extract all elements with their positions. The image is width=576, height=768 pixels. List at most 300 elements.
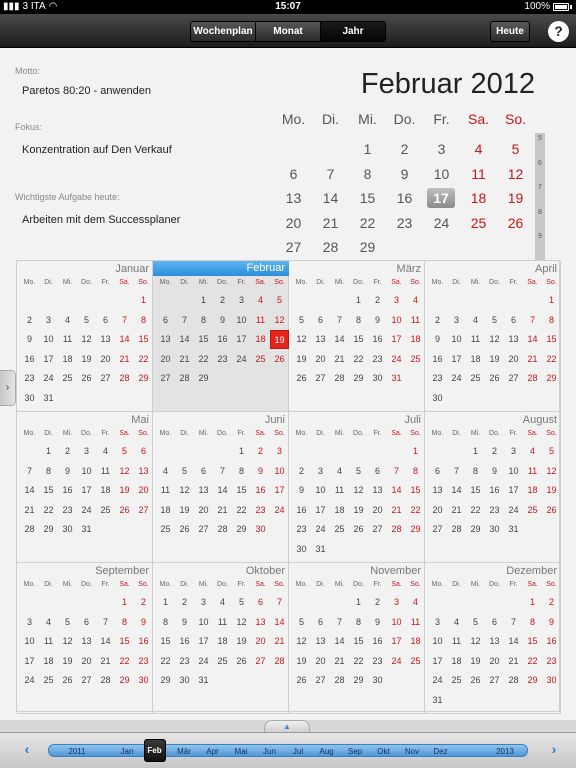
- day-cell[interactable]: 20: [160, 353, 171, 364]
- help-button[interactable]: ?: [548, 21, 569, 42]
- day-cell[interactable]: 25: [334, 524, 345, 534]
- day-cell[interactable]: 28: [274, 655, 285, 666]
- aufgabe-value[interactable]: Arbeiten mit dem Successplaner: [22, 214, 181, 226]
- day-cell[interactable]: 24: [391, 353, 402, 364]
- day-cell[interactable]: 6: [374, 465, 380, 476]
- day-cell[interactable]: 23: [372, 655, 383, 666]
- day-cell[interactable]: 25: [255, 353, 266, 364]
- day-cell[interactable]: 4: [412, 295, 418, 305]
- day-cell[interactable]: 3: [437, 141, 446, 157]
- day-cell[interactable]: 6: [317, 616, 323, 627]
- day-cell[interactable]: 20: [285, 214, 302, 231]
- day-cell[interactable]: 29: [470, 524, 481, 534]
- day-cell[interactable]: 11: [334, 485, 345, 495]
- day-cell[interactable]: 31: [508, 524, 519, 534]
- day-cell[interactable]: 20: [315, 655, 326, 666]
- day-cell[interactable]: 1: [238, 446, 244, 456]
- day-cell[interactable]: 9: [181, 616, 187, 627]
- day-cell[interactable]: 30: [24, 392, 35, 403]
- day-cell[interactable]: 15: [138, 334, 149, 344]
- day-cell[interactable]: 28: [100, 675, 111, 685]
- day-cell[interactable]: 7: [336, 616, 342, 627]
- day-cell[interactable]: 2: [374, 295, 380, 305]
- day-cell[interactable]: 20: [100, 353, 111, 364]
- month-cell[interactable]: [17, 563, 153, 714]
- day-cell[interactable]: 9: [374, 616, 380, 627]
- day-cell[interactable]: 1: [412, 446, 418, 456]
- day-cell[interactable]: 5: [491, 314, 497, 325]
- day-cell[interactable]: 14: [119, 334, 130, 344]
- day-cell[interactable]: 10: [391, 616, 402, 627]
- day-cell[interactable]: 31: [315, 543, 326, 554]
- month-cell[interactable]: [425, 563, 561, 714]
- month-cell[interactable]: [425, 412, 561, 563]
- day-cell[interactable]: 26: [119, 504, 130, 515]
- day-cell[interactable]: 26: [489, 373, 500, 383]
- day-cell[interactable]: 14: [217, 485, 228, 495]
- day-cell[interactable]: 15: [119, 636, 130, 646]
- day-cell[interactable]: 3: [26, 616, 32, 627]
- day-cell[interactable]: 7: [276, 597, 282, 607]
- day-cell[interactable]: 2: [374, 597, 380, 607]
- day-cell[interactable]: 12: [296, 334, 307, 344]
- day-cell[interactable]: 8: [548, 314, 554, 325]
- day-cell[interactable]: 17: [432, 655, 443, 666]
- day-cell[interactable]: 26: [296, 373, 307, 383]
- day-cell[interactable]: 7: [393, 465, 399, 476]
- day-cell[interactable]: 12: [119, 465, 130, 476]
- day-cell[interactable]: 27: [489, 675, 500, 685]
- day-cell[interactable]: 7: [181, 314, 187, 325]
- day-cell[interactable]: 11: [410, 314, 421, 325]
- day-cell[interactable]: 3: [393, 295, 399, 305]
- day-cell[interactable]: 16: [179, 636, 190, 646]
- day-cell[interactable]: 10: [433, 165, 450, 182]
- month-tick[interactable]: Sep: [347, 747, 363, 756]
- tab-wochenplan[interactable]: Wochenplan: [191, 22, 256, 41]
- day-cell[interactable]: 15: [470, 485, 481, 495]
- day-cell[interactable]: 26: [507, 214, 524, 231]
- day-cell[interactable]: 16: [24, 353, 35, 364]
- day-cell[interactable]: 11: [100, 465, 111, 476]
- day-cell[interactable]: 5: [83, 314, 89, 325]
- day-cell[interactable]: 10: [315, 485, 326, 495]
- day-cell[interactable]: 27: [100, 373, 111, 383]
- day-cell[interactable]: 28: [527, 373, 538, 383]
- day-cell[interactable]: 20: [489, 655, 500, 666]
- day-cell[interactable]: 3: [200, 597, 206, 607]
- day-cell[interactable]: 9: [434, 334, 440, 344]
- day-cell[interactable]: 14: [24, 485, 35, 495]
- day-cell[interactable]: 8: [529, 616, 535, 627]
- pull-up-tab[interactable]: ▲: [264, 720, 310, 732]
- day-cell[interactable]: 6: [510, 314, 516, 325]
- day-cell[interactable]: 17: [236, 334, 247, 344]
- day-cell[interactable]: 16: [138, 636, 149, 646]
- day-cell[interactable]: 5: [298, 314, 304, 325]
- day-cell[interactable]: 21: [179, 353, 190, 364]
- day-cell[interactable]: 12: [296, 636, 307, 646]
- month-cell[interactable]: [153, 261, 289, 412]
- day-cell[interactable]: 13: [315, 636, 326, 646]
- day-cell[interactable]: 20: [432, 504, 443, 515]
- day-cell[interactable]: 3: [434, 616, 440, 627]
- day-cell[interactable]: 5: [238, 597, 244, 607]
- day-cell[interactable]: 21: [274, 636, 285, 646]
- day-cell[interactable]: 20: [315, 353, 326, 364]
- day-cell[interactable]: 18: [62, 353, 73, 364]
- day-cell[interactable]: 18: [43, 655, 54, 666]
- day-cell[interactable]: 14: [391, 485, 402, 495]
- day-cell[interactable]: 30: [372, 373, 383, 383]
- day-cell[interactable]: 12: [179, 485, 190, 495]
- day-cell[interactable]: 28: [391, 524, 402, 534]
- day-cell[interactable]: 5: [181, 465, 187, 476]
- day-cell[interactable]: 15: [236, 485, 247, 495]
- day-cell[interactable]: 30: [138, 675, 149, 685]
- day-cell[interactable]: 9: [491, 465, 497, 476]
- day-cell[interactable]: 29: [546, 373, 557, 383]
- day-cell[interactable]: 1: [200, 295, 206, 305]
- day-cell[interactable]: 23: [62, 504, 73, 515]
- navigator-track[interactable]: [48, 744, 528, 757]
- day-cell[interactable]: 21: [334, 353, 345, 364]
- day-cell[interactable]: 9: [298, 485, 304, 495]
- day-cell[interactable]: 2: [434, 314, 440, 325]
- day-cell[interactable]: 15: [359, 190, 376, 206]
- day-cell[interactable]: 25: [410, 655, 421, 666]
- day-cell[interactable]: 25: [43, 675, 54, 685]
- month-tick[interactable]: Nov: [404, 747, 420, 756]
- day-cell[interactable]: 17: [24, 655, 35, 666]
- month-cell[interactable]: [153, 563, 289, 714]
- day-cell[interactable]: 16: [372, 334, 383, 344]
- day-cell[interactable]: 29: [160, 675, 171, 685]
- day-cell[interactable]: 30: [489, 524, 500, 534]
- day-cell[interactable]: 14: [322, 190, 339, 206]
- day-cell[interactable]: 22: [546, 353, 557, 364]
- day-cell[interactable]: 6: [102, 314, 108, 325]
- day-cell[interactable]: 7: [121, 314, 127, 325]
- day-cell[interactable]: 7: [529, 314, 535, 325]
- day-cell[interactable]: 29: [43, 524, 54, 534]
- day-cell[interactable]: 4: [472, 314, 478, 325]
- day-cell[interactable]: 4: [162, 465, 168, 476]
- month-tick[interactable]: Jan: [120, 747, 134, 756]
- day-cell[interactable]: 11: [217, 616, 228, 627]
- day-cell[interactable]: 27: [372, 524, 383, 534]
- day-cell[interactable]: 15: [410, 485, 421, 495]
- day-cell[interactable]: 4: [336, 465, 342, 476]
- day-cell[interactable]: 26: [179, 524, 190, 534]
- day-cell[interactable]: 8: [355, 616, 361, 627]
- day-cell[interactable]: 13: [160, 334, 171, 344]
- day-cell[interactable]: 20: [255, 636, 266, 646]
- day-cell[interactable]: 29: [138, 373, 149, 383]
- day-cell[interactable]: 5: [355, 465, 361, 476]
- day-cell[interactable]: 17: [198, 636, 209, 646]
- day-cell[interactable]: 6: [289, 165, 298, 182]
- day-cell[interactable]: 19: [119, 485, 130, 495]
- day-cell[interactable]: 30: [179, 675, 190, 685]
- fokus-value[interactable]: Konzentration auf Den Verkauf: [22, 144, 172, 156]
- day-cell[interactable]: 16: [217, 334, 228, 344]
- day-cell[interactable]: 21: [217, 504, 228, 515]
- day-cell[interactable]: 12: [353, 485, 364, 495]
- day-cell[interactable]: 26: [296, 675, 307, 685]
- day-cell[interactable]: 14: [451, 485, 462, 495]
- day-cell[interactable]: 11: [62, 334, 73, 344]
- day-cell[interactable]: 17: [315, 504, 326, 515]
- day-cell[interactable]: 15: [43, 485, 54, 495]
- day-cell[interactable]: 8: [162, 616, 168, 627]
- day-cell[interactable]: 28: [217, 524, 228, 534]
- day-cell[interactable]: 18: [160, 504, 171, 515]
- day-cell[interactable]: 16: [255, 485, 266, 495]
- day-cell[interactable]: 2: [491, 446, 497, 456]
- day-cell[interactable]: 10: [43, 334, 54, 344]
- day-cell[interactable]: 7: [510, 616, 516, 627]
- day-cell[interactable]: 14: [527, 334, 538, 344]
- day-cell[interactable]: 19: [296, 353, 307, 364]
- prev-arrow-icon[interactable]: ‹: [24, 741, 30, 757]
- day-cell[interactable]: 9: [140, 616, 146, 627]
- day-cell[interactable]: 30: [62, 524, 73, 534]
- day-cell[interactable]: 17: [274, 485, 285, 495]
- day-cell[interactable]: 8: [472, 465, 478, 476]
- day-cell[interactable]: 11: [43, 636, 54, 646]
- day-cell[interactable]: 29: [359, 239, 376, 255]
- day-cell[interactable]: 10: [24, 636, 35, 646]
- day-cell[interactable]: 25: [62, 373, 73, 383]
- day-cell[interactable]: 13: [432, 485, 443, 495]
- day-cell[interactable]: 30: [432, 392, 443, 403]
- day-cell[interactable]: 13: [372, 485, 383, 495]
- day-cell[interactable]: 14: [274, 616, 285, 627]
- day-cell[interactable]: 19: [296, 655, 307, 666]
- month-tick[interactable]: Dez: [433, 747, 448, 756]
- day-cell[interactable]: 19: [489, 353, 500, 364]
- day-cell[interactable]: 12: [470, 636, 481, 646]
- day-cell[interactable]: 29: [119, 675, 130, 685]
- day-cell[interactable]: 1: [363, 141, 372, 157]
- day-cell[interactable]: 10: [432, 636, 443, 646]
- day-cell[interactable]: 9: [64, 465, 70, 476]
- day-cell[interactable]: 6: [162, 314, 168, 325]
- day-cell[interactable]: 14: [508, 636, 519, 646]
- day-cell[interactable]: 15: [198, 334, 209, 344]
- month-cell[interactable]: [289, 412, 425, 563]
- day-cell[interactable]: 27: [160, 373, 171, 383]
- day-cell[interactable]: 26: [62, 675, 73, 685]
- day-cell[interactable]: 14: [100, 636, 111, 646]
- day-cell[interactable]: 22: [470, 504, 481, 515]
- day-cell[interactable]: 1: [140, 295, 146, 305]
- day-cell[interactable]: 7: [453, 465, 459, 476]
- day-cell[interactable]: 13: [138, 465, 149, 476]
- day-cell[interactable]: 18: [334, 504, 345, 515]
- day-cell[interactable]: 21: [119, 353, 130, 364]
- day-cell[interactable]: 23: [546, 655, 557, 666]
- motto-value[interactable]: Paretos 80:20 - anwenden: [22, 85, 152, 97]
- day-cell[interactable]: 4: [529, 446, 535, 456]
- day-cell[interactable]: 20: [198, 504, 209, 515]
- day-cell[interactable]: 1: [355, 597, 361, 607]
- day-cell[interactable]: 30: [296, 543, 307, 554]
- day-cell[interactable]: 1: [355, 295, 361, 305]
- day-cell[interactable]: 11: [160, 485, 171, 495]
- day-cell[interactable]: 8: [355, 314, 361, 325]
- day-cell[interactable]: 24: [433, 214, 450, 231]
- day-cell[interactable]: 18: [470, 190, 487, 206]
- month-cell[interactable]: [289, 563, 425, 714]
- day-cell[interactable]: 21: [391, 504, 402, 515]
- month-cell[interactable]: [289, 261, 425, 412]
- day-cell[interactable]: 6: [257, 597, 263, 607]
- day-cell[interactable]: 29: [353, 675, 364, 685]
- day-cell[interactable]: 10: [508, 465, 519, 476]
- day-cell[interactable]: 23: [396, 214, 413, 231]
- tab-jahr[interactable]: Jahr: [321, 22, 385, 41]
- month-tick[interactable]: Aug: [319, 747, 334, 756]
- day-cell[interactable]: 15: [160, 636, 171, 646]
- day-cell[interactable]: 2: [257, 446, 263, 456]
- day-cell[interactable]: 8: [412, 465, 418, 476]
- day-cell[interactable]: 15: [546, 334, 557, 344]
- day-cell[interactable]: 29: [353, 373, 364, 383]
- day-cell[interactable]: 13: [100, 334, 111, 344]
- day-cell[interactable]: 5: [472, 616, 478, 627]
- day-cell[interactable]: 20: [81, 655, 92, 666]
- day-cell[interactable]: 29: [236, 524, 247, 534]
- month-tick[interactable]: Mär: [177, 747, 191, 756]
- day-cell[interactable]: 25: [100, 504, 111, 515]
- day-cell[interactable]: 24: [81, 504, 92, 515]
- next-year-label[interactable]: 2013: [496, 747, 514, 756]
- day-cell[interactable]: 7: [26, 465, 32, 476]
- day-cell[interactable]: 22: [198, 353, 209, 364]
- day-cell[interactable]: 5: [548, 446, 554, 456]
- day-cell[interactable]: 23: [217, 353, 228, 364]
- day-cell[interactable]: 16: [372, 636, 383, 646]
- day-cell[interactable]: 24: [432, 675, 443, 685]
- day-cell[interactable]: 19: [353, 504, 364, 515]
- day-cell[interactable]: 10: [81, 465, 92, 476]
- day-cell[interactable]: 30: [546, 675, 557, 685]
- day-cell[interactable]: 6: [200, 465, 206, 476]
- day-cell[interactable]: 5: [511, 141, 520, 157]
- day-cell[interactable]: 21: [322, 214, 339, 231]
- day-cell[interactable]: 29: [198, 373, 209, 383]
- day-cell[interactable]: 29: [410, 524, 421, 534]
- day-cell[interactable]: 1: [529, 597, 535, 607]
- day-cell[interactable]: 11: [527, 465, 538, 476]
- day-cell[interactable]: 12: [274, 314, 285, 325]
- day-cell[interactable]: 16: [432, 353, 443, 364]
- day-cell[interactable]: 4: [219, 597, 225, 607]
- day-cell[interactable]: 2: [181, 597, 187, 607]
- day-cell[interactable]: 9: [374, 314, 380, 325]
- day-cell[interactable]: 23: [24, 373, 35, 383]
- day-cell[interactable]: 13: [508, 334, 519, 344]
- day-cell[interactable]: 22: [527, 655, 538, 666]
- day-cell[interactable]: 27: [138, 504, 149, 515]
- day-cell[interactable]: 31: [432, 694, 443, 705]
- day-cell[interactable]: 27: [315, 675, 326, 685]
- day-cell[interactable]: 27: [508, 373, 519, 383]
- day-cell[interactable]: 18: [255, 334, 266, 344]
- day-cell[interactable]: 23: [296, 524, 307, 534]
- day-cell[interactable]: 5: [298, 616, 304, 627]
- prev-year-label[interactable]: 2011: [68, 747, 86, 756]
- day-cell[interactable]: 7: [326, 165, 335, 182]
- day-cell[interactable]: 22: [138, 353, 149, 364]
- day-cell[interactable]: 14: [334, 334, 345, 344]
- day-cell[interactable]: 19: [470, 655, 481, 666]
- day-cell[interactable]: 16: [489, 485, 500, 495]
- day-cell[interactable]: 24: [508, 504, 519, 515]
- day-cell[interactable]: 17: [391, 636, 402, 646]
- day-cell[interactable]: 6: [434, 465, 440, 476]
- day-cell[interactable]: 3: [393, 597, 399, 607]
- day-cell[interactable]: 14: [179, 334, 190, 344]
- day-cell[interactable]: 26: [353, 524, 364, 534]
- day-cell[interactable]: 10: [236, 314, 247, 325]
- day-cell[interactable]: 31: [391, 373, 402, 383]
- day-cell[interactable]: 28: [24, 524, 35, 534]
- day-cell[interactable]: 21: [334, 655, 345, 666]
- day-cell[interactable]: 24: [43, 373, 54, 383]
- day-cell[interactable]: 28: [334, 675, 345, 685]
- day-cell[interactable]: 25: [160, 524, 171, 534]
- day-cell[interactable]: 1: [162, 597, 168, 607]
- day-cell[interactable]: 19: [236, 636, 247, 646]
- day-cell[interactable]: 25: [470, 214, 487, 231]
- month-tick[interactable]: Jul: [292, 747, 304, 756]
- day-cell[interactable]: 24: [236, 353, 247, 364]
- day-cell[interactable]: 27: [198, 524, 209, 534]
- day-cell[interactable]: 20: [138, 485, 149, 495]
- day-cell[interactable]: 21: [100, 655, 111, 666]
- day-cell[interactable]: 25: [217, 655, 228, 666]
- day-cell[interactable]: 15: [353, 636, 364, 646]
- day-cell[interactable]: 13: [198, 485, 209, 495]
- day-cell[interactable]: 4: [45, 616, 51, 627]
- day-cell[interactable]: 3: [276, 446, 282, 456]
- day-cell[interactable]: 19: [81, 353, 92, 364]
- day-cell[interactable]: 10: [274, 465, 285, 476]
- day-cell[interactable]: 30: [255, 524, 266, 534]
- day-cell[interactable]: 22: [236, 504, 247, 515]
- day-cell[interactable]: 16: [62, 485, 73, 495]
- day-cell[interactable]: 25: [470, 373, 481, 383]
- day-cell[interactable]: 6: [491, 616, 497, 627]
- day-cell[interactable]: 3: [510, 446, 516, 456]
- day-cell[interactable]: 16: [396, 190, 413, 206]
- day-cell[interactable]: 4: [102, 446, 108, 456]
- day-cell[interactable]: 17: [451, 353, 462, 364]
- month-tick[interactable]: Apr: [206, 747, 219, 756]
- day-cell[interactable]: 4: [64, 314, 70, 325]
- day-cell[interactable]: 22: [359, 214, 376, 231]
- day-cell[interactable]: 10: [451, 334, 462, 344]
- day-cell[interactable]: 24: [274, 504, 285, 515]
- day-cell[interactable]: 13: [285, 190, 302, 206]
- day-cell[interactable]: 17: [43, 353, 54, 364]
- day-cell[interactable]: 11: [255, 314, 266, 325]
- day-cell[interactable]: 13: [81, 636, 92, 646]
- day-cell[interactable]: 22: [160, 655, 171, 666]
